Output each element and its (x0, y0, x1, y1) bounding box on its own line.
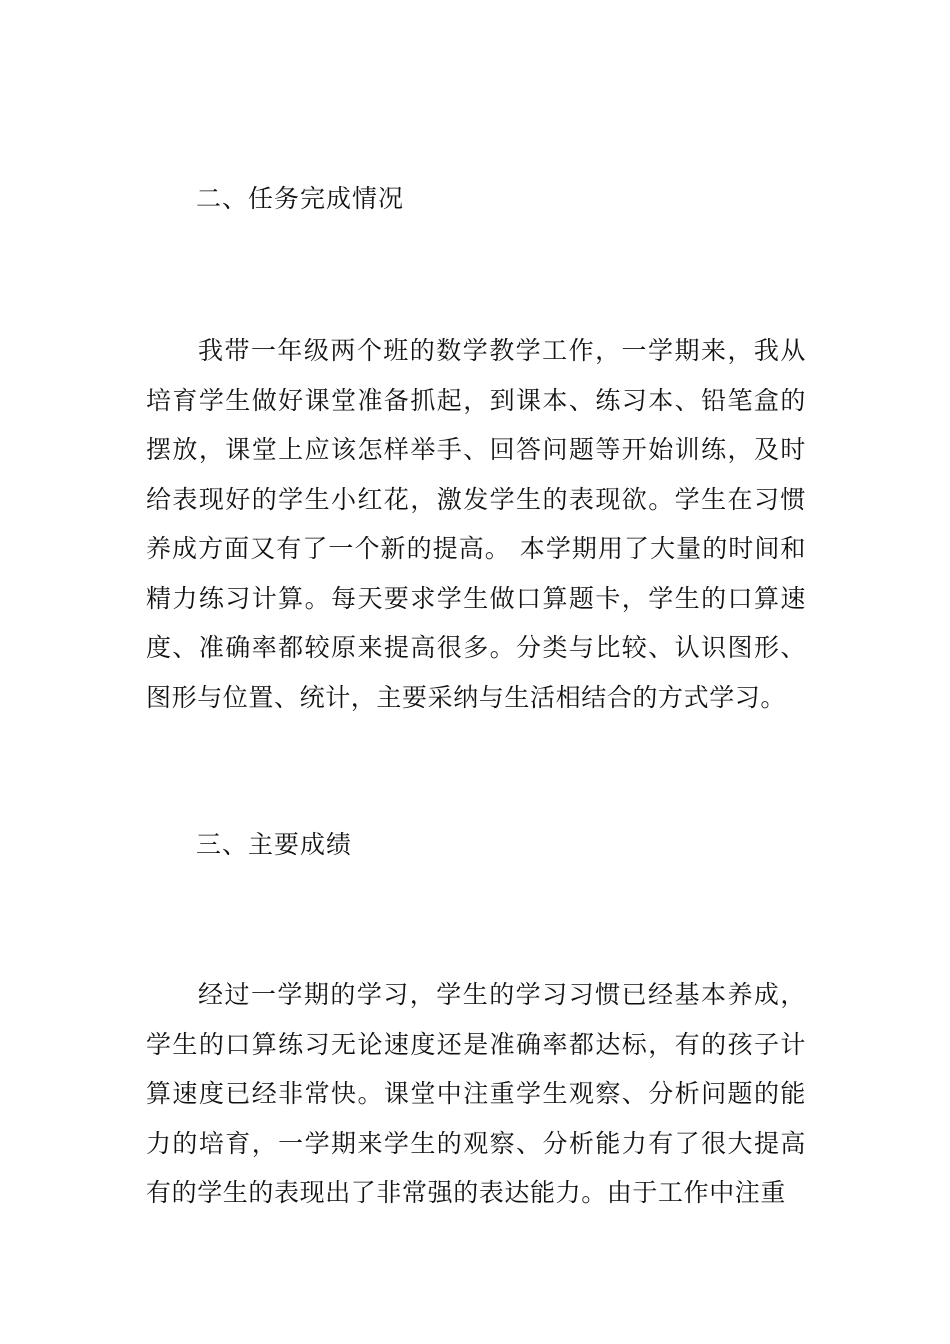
section-paragraph-main-achievements: 经过一学期的学习，学生的学习习惯已经基本养成，学生的口算练习无论速度还是准确率都达标，有的孩子计算速度已经非常快。课堂中注重学生观察、分析问题的能力的培育，一学期来学生的观察、分析能力有了很大提高有的学生的表现出了非常强的表达能力。由于工作中注重 (146, 980, 806, 1207)
section-heading-task-completion: 二、任务完成情况 (196, 184, 405, 213)
section-heading-main-achievements: 三、主要成绩 (196, 830, 353, 859)
section-paragraph-task-completion: 我带一年级两个班的数学教学工作，一学期来，我从培育学生做好课堂准备抓起，到课本、练习本、铅笔盒的摆放，课堂上应该怎样举手、回答问题等开始训练，及时给表现好的学生小红花，激发学生的表现欲。学生在习惯养成方面又有了一个新的提高。 本学期用了大量的时间和精力练习计算。每天要求学生做口算题卡，学生的口算速度、准确率都较原来提高很多。分类与比较、认识图形、图形与位置、统计，主要采纳与生活相结合的方式学习。 (146, 336, 806, 712)
